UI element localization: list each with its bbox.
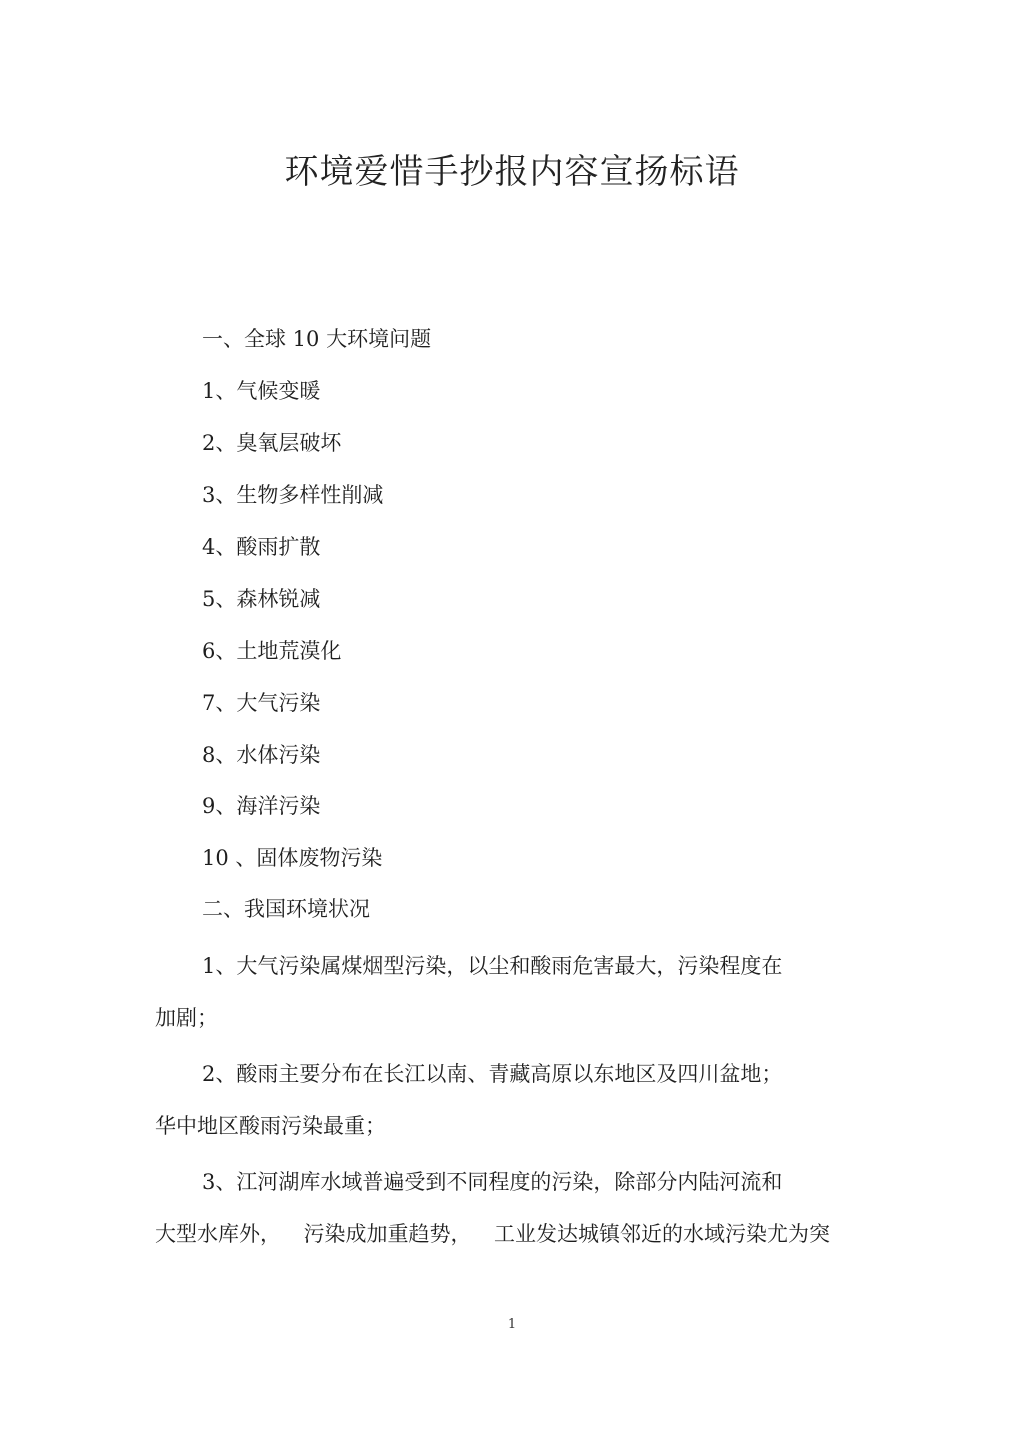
- list-item: 7、大气污染: [202, 691, 321, 715]
- paragraph: [155, 940, 830, 1044]
- paragraph-line: [155, 1208, 830, 1260]
- paragraph-line: 加剧；: [155, 1006, 218, 1030]
- paragraph-fragment: 污染成加重趋势，: [303, 1222, 472, 1246]
- list-item: 8、水体污染: [202, 743, 321, 767]
- paragraph-line: 华中地区酸雨污染最重；: [155, 1114, 386, 1138]
- list-item: 3、生物多样性削减: [202, 483, 384, 507]
- document-title: 环境爱惜手抄报内容宣扬标语: [284, 152, 740, 192]
- section-heading-global-issues: 一、全球 10 大环境问题: [202, 327, 432, 351]
- paragraph-fragment: 工业发达城镇邻近的水域污染尤为突: [494, 1222, 830, 1246]
- list-item: 6、土地荒漠化: [202, 639, 342, 663]
- list-item: 9、海洋污染: [202, 794, 321, 818]
- paragraph-line: 2、酸雨主要分布在长江以南、青藏高原以东地区及四川盆地；: [202, 1062, 783, 1086]
- list-item: 1、气候变暖: [202, 379, 321, 403]
- section-heading-china-status: 二、我国环境状况: [202, 897, 370, 921]
- list-item: 4、酸雨扩散: [202, 535, 321, 559]
- paragraph: [155, 1156, 830, 1260]
- paragraph: [155, 1048, 830, 1152]
- paragraph-line: 3、江河湖库水域普遍受到不同程度的污染，除部分内陆河流和: [202, 1170, 783, 1194]
- list-item: 2、臭氧层破坏: [202, 431, 342, 455]
- page-number: 1: [507, 1317, 517, 1332]
- paragraph-fragment: 大型水库外，: [155, 1222, 281, 1246]
- list-item: 5、森林锐减: [202, 587, 321, 611]
- paragraph-line: 1、大气污染属煤烟型污染，以尘和酸雨危害最大，污染程度在: [202, 954, 783, 978]
- list-item: 10 、固体废物污染: [202, 846, 383, 870]
